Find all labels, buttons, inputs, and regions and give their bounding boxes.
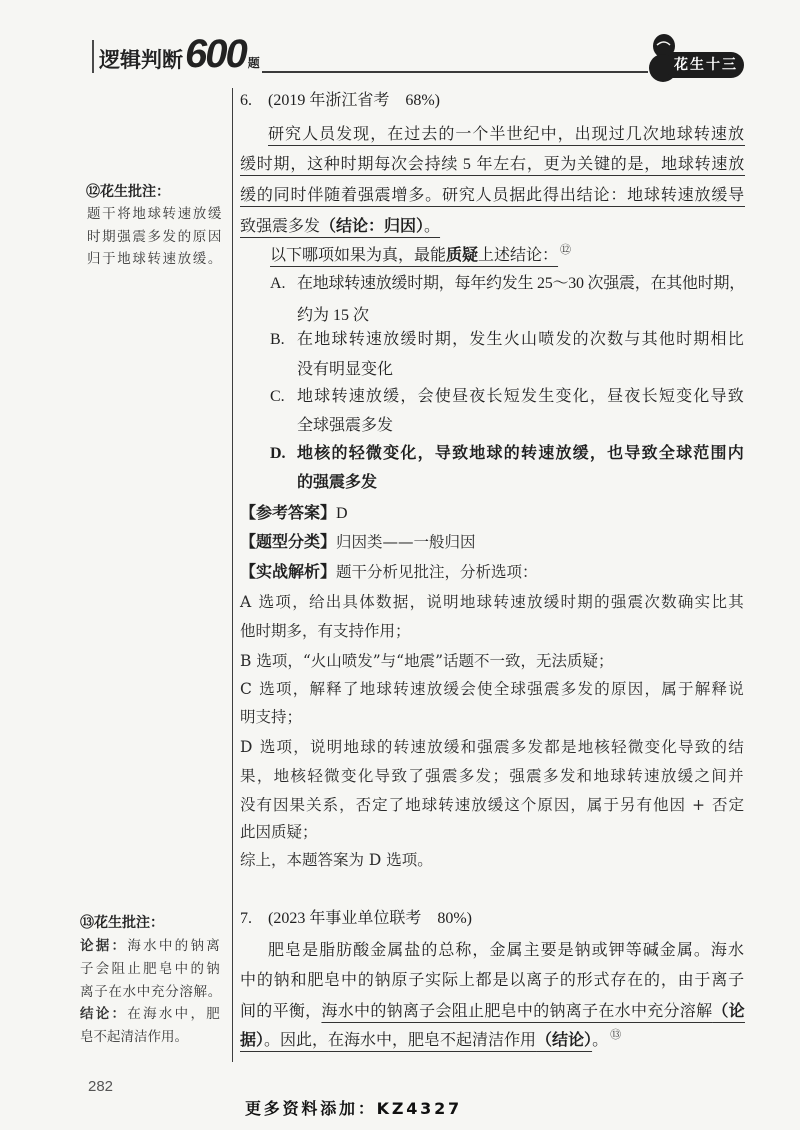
reference-answer bbox=[240, 503, 348, 523]
margin-note-13-line: 皂不起清洁作用。 bbox=[80, 1029, 188, 1045]
question-7-header bbox=[240, 909, 472, 929]
note-reference-12: ⑫ bbox=[560, 244, 572, 256]
analysis-label: 【实战解析】 bbox=[240, 562, 337, 581]
evidence-text: 海水中的钠离子会阻止肥皂中的钠离子在水中充分溶解 bbox=[321, 1003, 713, 1020]
margin-note-12-line: 时期强震多发的原因 bbox=[87, 229, 223, 245]
book-title-text: 逻辑判断 bbox=[99, 48, 183, 72]
note-reference-13: ⑬ bbox=[610, 1029, 622, 1041]
brand-name: 花生十三 bbox=[674, 57, 738, 73]
question-source: (2023 年事业单位联考 80%) bbox=[268, 910, 472, 927]
conclusion-tag: （结论） bbox=[536, 1030, 593, 1049]
reference-answer-value: D bbox=[336, 505, 348, 522]
book-title-suffix: 题 bbox=[247, 56, 260, 70]
header-left-bar bbox=[92, 40, 94, 73]
evidence-tag: 据） bbox=[240, 1030, 265, 1049]
question-category-value: 归因类——一般归因 bbox=[336, 533, 476, 551]
margin-note-13-line: 离子在水中充分溶解。 bbox=[80, 984, 222, 1000]
margin-note-12-line: 归于地球转速放缓。 bbox=[87, 251, 223, 267]
margin-note-13-title: ⑬花生批注： bbox=[80, 915, 164, 931]
stem-text: 。因此， bbox=[264, 1032, 329, 1049]
analysis-intro: 题干分析见批注，分析选项： bbox=[336, 563, 538, 581]
question-7-stem-line bbox=[240, 1030, 621, 1050]
prompt-text: 以下哪项如果为真，最能 bbox=[270, 247, 447, 264]
analysis-line: C 选项，解释了地球转速放缓会使全球强震多发的原因，属于解释说 bbox=[240, 680, 745, 698]
brand-badge bbox=[668, 52, 744, 78]
analysis-line: B 选项，“火山喷发”与“地震”话题不一致，无法质疑； bbox=[240, 652, 614, 670]
stem-text: 。 bbox=[424, 218, 441, 235]
question-number: 6. bbox=[240, 92, 252, 109]
header-rule bbox=[262, 71, 648, 73]
analysis-line: 此因质疑； bbox=[240, 823, 318, 841]
question-source: (2019 年浙江省考 68%) bbox=[268, 92, 440, 109]
note-key-conclusion: 结论： bbox=[80, 1006, 128, 1022]
option-d-text: 地核的轻微变化，导致地球的转速放缓，也导致全球范围内 bbox=[297, 445, 745, 462]
option-b-text: 在地球转速放缓时期，发生火山喷发的次数与其他时期相比 bbox=[297, 331, 745, 348]
question-6-prompt bbox=[270, 246, 571, 266]
question-7-stem-line: 肥皂是脂肪酸金属盐的总称，金属主要是钠或钾等碱金属。海水 bbox=[268, 942, 745, 959]
note-key-evidence: 论据： bbox=[80, 938, 128, 954]
margin-note-12-title: ⑫花生批注： bbox=[86, 184, 170, 200]
question-7-stem-line bbox=[240, 1001, 745, 1021]
underlined-prompt bbox=[270, 247, 558, 264]
note-text: 在海水中，肥 bbox=[127, 1006, 223, 1022]
option-b-text: 没有明显变化 bbox=[297, 361, 394, 378]
book-title-number: 600 bbox=[185, 32, 246, 76]
option-b-label: B. bbox=[270, 331, 285, 348]
page-number: 282 bbox=[88, 1078, 114, 1095]
margin-note-13-line bbox=[80, 1005, 222, 1023]
evidence-tag: （论 bbox=[712, 1001, 745, 1020]
question-6-stem-line: 研究人员发现，在过去的一个半世纪中，出现过几次地球转速放 bbox=[268, 126, 745, 143]
question-number: 7. bbox=[240, 910, 252, 927]
option-c-label: C. bbox=[270, 388, 285, 405]
prompt-text: 上述结论： bbox=[478, 247, 559, 264]
option-a-label: A. bbox=[270, 275, 286, 292]
margin-note-13-line bbox=[80, 937, 222, 955]
analysis-conclusion: 综上，本题答案为 D 选项。 bbox=[240, 851, 433, 869]
question-6-stem-line: 缓时期，这种时期每次会持续 5 年左右，更为关键的是，地球转速放 bbox=[240, 156, 745, 173]
option-a-text: 在地球转速放缓时期，每年约发生 25～30 次强震，在其他时期， bbox=[297, 275, 745, 292]
stem-text: 间的平衡， bbox=[240, 1003, 322, 1020]
stem-text: 。 bbox=[592, 1032, 609, 1049]
option-c-text: 地球转速放缓，会使昼夜长短发生变化，昼夜长短变化导致 bbox=[297, 388, 745, 405]
question-6-stem-line bbox=[240, 216, 440, 236]
option-c-text: 全球强震多发 bbox=[297, 417, 394, 434]
option-a-text: 约为 15 次 bbox=[297, 307, 370, 324]
stem-text: 致强震多发 bbox=[240, 218, 321, 235]
question-6-stem-line: 缓的同时伴随着强震增多。研究人员据此得出结论：地球转速放缓导 bbox=[240, 187, 745, 204]
analysis-line: 果，地核轻微变化导致了强震多发；强震多发和地球转速放缓之间并 bbox=[240, 767, 745, 785]
prompt-emphasis: 质疑 bbox=[446, 247, 479, 264]
underlined-evidence bbox=[321, 1003, 745, 1020]
question-category bbox=[240, 532, 476, 552]
analysis-line: A 选项，给出具体数据，说明地球转速放缓时期的强震次数确实比其 bbox=[240, 593, 745, 611]
conclusion-text: 在海水中，肥皂不起清洁作用 bbox=[328, 1032, 537, 1049]
footer-promo: 更多资料添加：KZ4327 bbox=[245, 1099, 462, 1118]
note-text: 海水中的钠离 bbox=[127, 938, 223, 954]
underlined-conclusion bbox=[240, 1032, 592, 1049]
analysis-header bbox=[240, 562, 538, 582]
analysis-line: 明支持； bbox=[240, 708, 303, 726]
conclusion-tag: （结论：归因） bbox=[320, 216, 425, 235]
question-6-header bbox=[240, 91, 440, 111]
analysis-line: D 选项，说明地球的转速放缓和强震多发都是地核轻微变化导致的结 bbox=[240, 738, 745, 756]
margin-note-13-line: 子会阻止肥皂中的钠 bbox=[80, 961, 222, 977]
analysis-line: 他时期多，有支持作用； bbox=[240, 622, 411, 640]
margin-divider bbox=[232, 88, 233, 1062]
margin-note-12-line: 题干将地球转速放缓 bbox=[87, 206, 223, 222]
option-d-label: D. bbox=[270, 445, 286, 462]
book-title bbox=[99, 32, 260, 76]
analysis-line: 没有因果关系，否定了地球转速放缓这个原因，属于另有他因 + 否定 bbox=[240, 796, 745, 814]
question-category-label: 【题型分类】 bbox=[240, 532, 337, 551]
option-d-text: 的强震多发 bbox=[297, 474, 378, 491]
reference-answer-label: 【参考答案】 bbox=[240, 503, 337, 522]
question-7-stem-line: 中的钠和肥皂中的钠原子实际上都是以离子的形式存在的，由于离子 bbox=[240, 972, 745, 989]
